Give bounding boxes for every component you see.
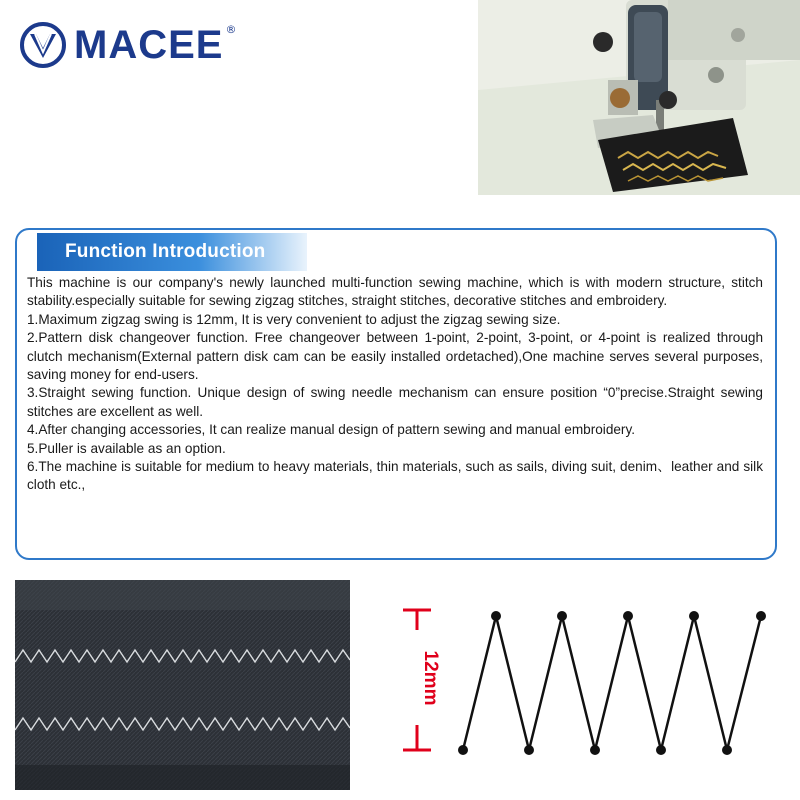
intro-paragraph: This machine is our company's newly launched multi-function sewing machine, which is with modern structure, stitch stability.especially suitable for sewing zigzag stitches, straight stitches, decorative stitches and embroidery. xyxy=(27,275,763,309)
feature-accessories: 4.After changing accessories, It can realize manual design of pattern sewing and manual embroidery. xyxy=(27,422,636,438)
macee-logo-icon xyxy=(20,22,66,68)
feature-puller: 5.Puller is available as an option. xyxy=(27,440,226,456)
zigzag-stitch-fabric-photo xyxy=(15,580,350,790)
zigzag-width-diagram xyxy=(395,600,790,770)
feature-zigzag-swing: 1.Maximum zigzag swing is 12mm, It is very convenient to adjust the zigzag sewing size. xyxy=(27,311,561,327)
function-introduction-body xyxy=(27,274,763,495)
function-introduction-panel xyxy=(15,228,777,560)
zigzag-stitch-line xyxy=(463,616,761,750)
brand-logo xyxy=(20,22,236,68)
dimension-label: 12mm xyxy=(420,650,441,706)
feature-materials: 6.The machine is suitable for medium to heavy materials, thin materials, such as sails, diving suit, denim、leather and silk cloth etc., xyxy=(27,459,763,493)
brand-name: MACEE xyxy=(74,23,224,67)
function-introduction-header xyxy=(37,233,307,271)
registered-mark: ® xyxy=(225,22,237,36)
feature-pattern-disk: 2.Pattern disk changeover function. Free changeover between 1-point, 2-point, 3-point, or 4-point is realized through clutch mechanism(External pattern disk cam can be easily installed ordetached),One machine serves several purposes, saving money for end-users. xyxy=(27,330,763,383)
function-introduction-title: Function Introduction xyxy=(65,241,266,262)
feature-straight-sewing: 3.Straight sewing function. Unique design of swing needle mechanism can ensure position “0”precise.Straight sewing stitches are excellent as well. xyxy=(27,385,763,419)
sewing-machine-photo xyxy=(478,0,800,195)
